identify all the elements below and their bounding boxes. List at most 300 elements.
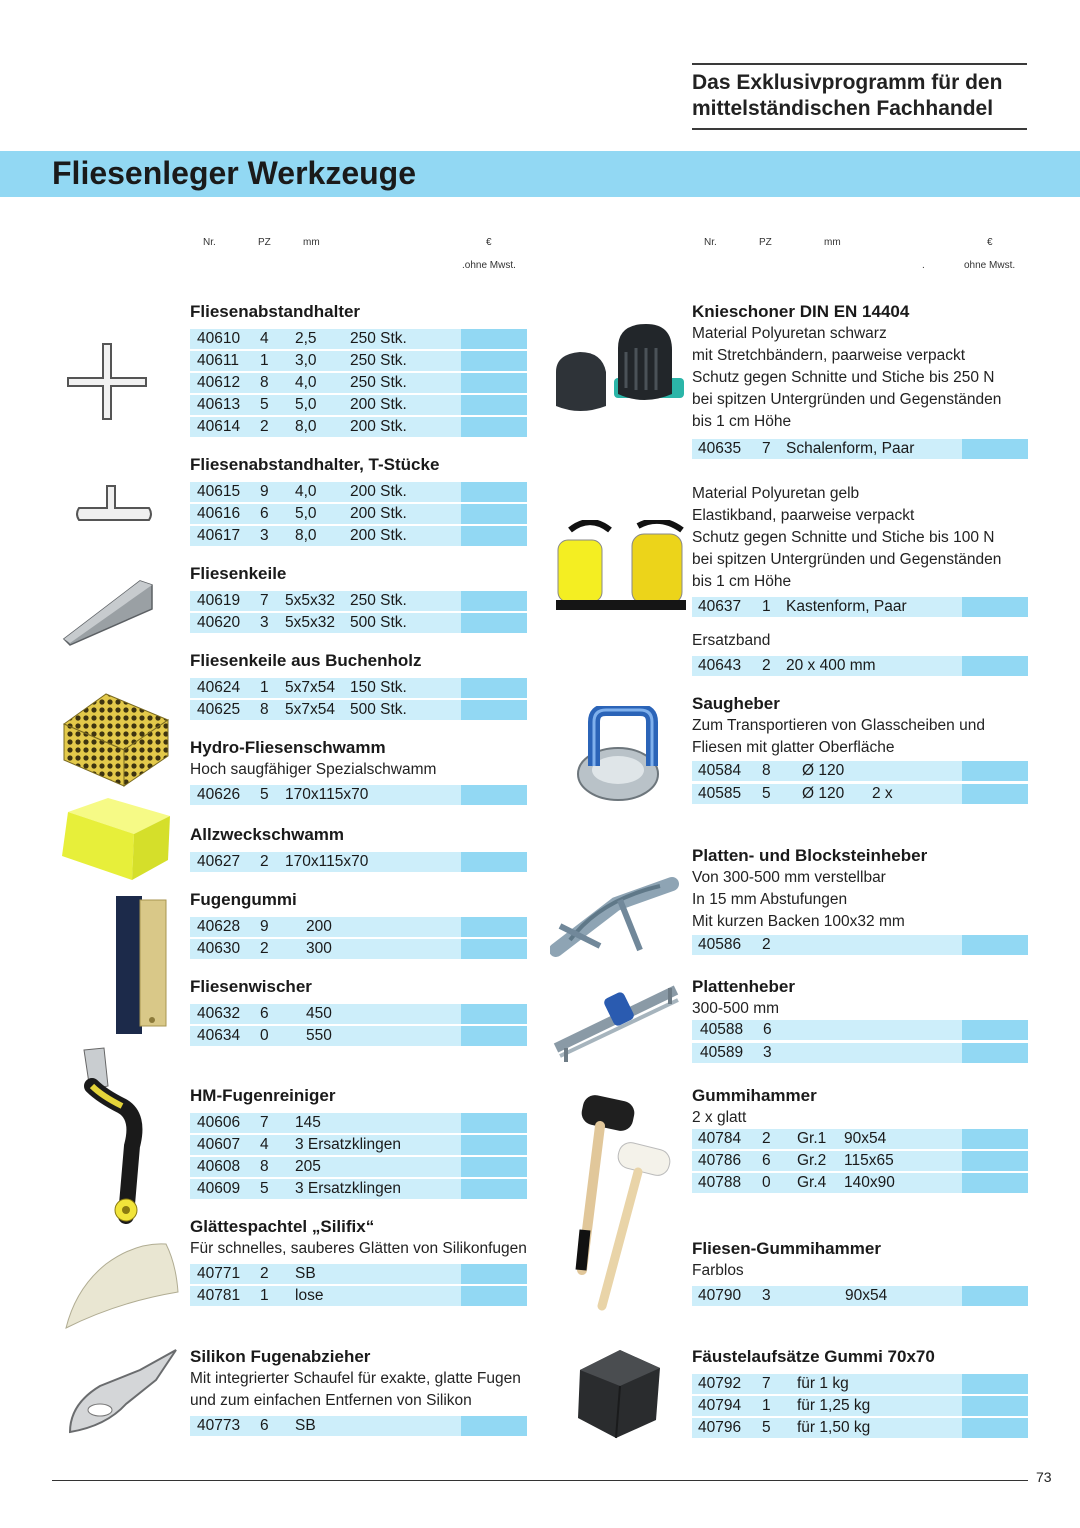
product-table — [190, 1004, 527, 1046]
product-table — [190, 329, 527, 437]
table-row — [190, 613, 527, 633]
quantity: 250 Stk. — [350, 352, 407, 369]
section-desc: 2 x glatt — [692, 1109, 747, 1126]
tagline — [692, 70, 1002, 122]
page-title: Fliesenleger Werkzeuge — [52, 155, 416, 191]
desc-line: Elastikband, paarweise verpackt — [692, 507, 915, 524]
product-table — [692, 439, 1028, 459]
price-cell — [461, 591, 527, 611]
table-row — [190, 939, 527, 959]
pz-digit: 8 — [762, 762, 771, 779]
pz-digit: 2 — [762, 1130, 771, 1147]
table-row — [190, 1135, 527, 1155]
t-spacer-icon — [74, 484, 154, 526]
section-desc — [692, 483, 1028, 593]
desc-line: Zum Transportieren von Glasscheiben und — [692, 717, 985, 734]
article-number: 40617 — [197, 527, 241, 544]
squeegee-icon — [114, 894, 170, 1036]
section-title: Fliesen-Gummihammer — [692, 1239, 881, 1258]
pz-digit: 1 — [260, 352, 269, 369]
article-number: 40773 — [197, 1417, 241, 1434]
price-cell — [461, 1157, 527, 1177]
article-number: 40627 — [197, 853, 241, 870]
rubber-cap-icon — [574, 1346, 664, 1440]
article-number: 40619 — [197, 592, 241, 609]
pz-digit: 1 — [762, 1397, 771, 1414]
table-row — [692, 1286, 1028, 1306]
price-cell — [461, 1264, 527, 1284]
section-title: Platten- und Blocksteinheber — [692, 846, 928, 865]
price-cell — [461, 1179, 527, 1199]
sponge-icon — [58, 690, 170, 788]
dimension: 8,0 — [295, 418, 317, 435]
section-title: Hydro-Fliesenschwamm — [190, 738, 386, 757]
price-cell — [461, 1026, 527, 1046]
dimension: 2,5 — [295, 330, 317, 347]
dimension: 170x115x70 — [285, 786, 369, 803]
article-number: 40634 — [197, 1027, 241, 1044]
article-number: 40589 — [700, 1044, 744, 1061]
pz-digit: 0 — [260, 1027, 269, 1044]
quantity: 2 x — [872, 785, 893, 802]
grout-cleaner-icon — [78, 1046, 150, 1224]
col-euro-right: € — [987, 237, 993, 248]
price-cell — [962, 656, 1028, 676]
article-number: 40588 — [700, 1021, 744, 1038]
price-cell — [461, 939, 527, 959]
table-row — [190, 1113, 527, 1133]
article-number: 40586 — [698, 936, 742, 953]
footer-rule — [52, 1480, 1028, 1481]
pz-digit: 3 — [260, 527, 269, 544]
desc-line: mit Stretchbändern, paarweise verpackt — [692, 347, 966, 364]
price-cell — [962, 597, 1028, 617]
dimension: 300 — [306, 940, 332, 957]
pz-digit: 6 — [260, 1005, 269, 1022]
article-number: 40637 — [698, 598, 742, 615]
dimension: 145 — [295, 1114, 321, 1131]
pz-digit: 5 — [260, 1180, 269, 1197]
price-cell — [461, 504, 527, 524]
section-fgh — [692, 1238, 1028, 1308]
cross-spacer-icon — [66, 342, 148, 420]
section-title: Plattenheber — [692, 977, 795, 996]
price-cell — [461, 329, 527, 349]
table-row — [190, 1157, 527, 1177]
pz-digit: 4 — [260, 330, 269, 347]
table-row — [190, 504, 527, 524]
section-desc: Hoch saugfähiger Spezialschwamm — [190, 761, 437, 778]
article-number: 40635 — [698, 440, 742, 457]
pz-digit: 2 — [260, 1265, 269, 1282]
dimension: 20 x 400 mm — [786, 657, 876, 674]
dimension: 205 — [295, 1158, 321, 1175]
pz-digit: 6 — [260, 1417, 269, 1434]
dimension: Gr.4 — [797, 1174, 827, 1191]
dimension: 5x7x54 — [285, 701, 335, 718]
section-desc: Ersatzband — [692, 632, 771, 649]
pz-digit: 4 — [260, 1136, 269, 1153]
section-title: Allzweckschwamm — [190, 825, 345, 844]
dimension: für 1,25 kg — [797, 1397, 871, 1414]
section-desc: 300-500 mm — [692, 1000, 780, 1017]
table-row — [190, 1264, 527, 1284]
product-table — [692, 1374, 1028, 1438]
article-number: 40781 — [197, 1287, 241, 1304]
slab-lifter-icon — [550, 870, 680, 962]
section-silifix — [190, 1216, 527, 1308]
price-cell — [962, 935, 1028, 955]
article-number: 40796 — [698, 1419, 742, 1436]
price-cell — [461, 1416, 527, 1436]
section-abstandhalter — [190, 301, 527, 439]
section-knie2 — [692, 483, 1028, 619]
dimension: 550 — [306, 1027, 332, 1044]
pz-digit: 7 — [762, 440, 771, 457]
pz-digit: 5 — [762, 785, 771, 802]
article-number: 40609 — [197, 1180, 241, 1197]
article-number: 40606 — [197, 1114, 241, 1131]
dimension: 8,0 — [295, 527, 317, 544]
dimension: Schalenform, Paar — [786, 440, 915, 457]
spatula-icon — [64, 1348, 180, 1438]
pz-digit: 8 — [260, 374, 269, 391]
table-row — [692, 1043, 1028, 1063]
product-table — [692, 1286, 1028, 1306]
desc-line: In 15 mm Abstufungen — [692, 891, 848, 908]
section-title: Fliesenwischer — [190, 977, 312, 996]
table-row — [692, 1151, 1028, 1171]
section-knie — [692, 301, 1028, 461]
article-number: 40608 — [197, 1158, 241, 1175]
desc-line: Material Polyuretan schwarz — [692, 325, 887, 342]
table-row — [692, 1374, 1028, 1394]
pz-digit: 9 — [260, 483, 269, 500]
price-cell — [962, 761, 1028, 781]
product-table — [190, 482, 527, 546]
price-cell — [962, 1020, 1028, 1040]
dimension: SB — [295, 1265, 316, 1282]
section-desc: Farblos — [692, 1262, 744, 1279]
product-table — [190, 852, 527, 872]
section-title: Fliesenabstandhalter — [190, 302, 361, 321]
price-cell — [461, 1286, 527, 1306]
product-table — [692, 1129, 1028, 1193]
section-faeustel — [692, 1346, 1028, 1440]
quantity: 115x65 — [844, 1152, 894, 1169]
section-hm — [190, 1085, 527, 1201]
desc-line: Von 300-500 mm verstellbar — [692, 869, 886, 886]
article-number: 40616 — [197, 505, 241, 522]
price-cell — [461, 351, 527, 371]
pz-digit: 6 — [763, 1021, 772, 1038]
price-cell — [962, 1151, 1028, 1171]
section-tstuecke — [190, 454, 527, 548]
table-row — [190, 591, 527, 611]
article-number: 40614 — [197, 418, 241, 435]
table-row — [190, 373, 527, 393]
mallet-icon — [572, 1090, 676, 1312]
pz-digit: 7 — [260, 592, 269, 609]
section-desc: Für schnelles, sauberes Glätten von Silikonfugen — [190, 1240, 527, 1257]
price-cell — [461, 417, 527, 437]
price-cell — [461, 613, 527, 633]
desc-line: Schutz gegen Schnitte und Stiche bis 250 N — [692, 369, 995, 386]
article-number: 40624 — [197, 679, 241, 696]
pz-digit: 7 — [762, 1375, 771, 1392]
price-cell — [962, 1286, 1028, 1306]
table-row — [692, 935, 1028, 955]
pz-digit: 5 — [260, 786, 269, 803]
pz-digit: 1 — [260, 679, 269, 696]
col-ohne: .ohne Mwst. — [462, 260, 516, 271]
article-number: 40585 — [698, 785, 742, 802]
table-row — [692, 1173, 1028, 1193]
dimension: 5x5x32 — [285, 592, 335, 609]
quantity: 90x54 — [844, 1130, 887, 1147]
section-title: Glättespachtel „Silifix“ — [190, 1217, 375, 1236]
price-cell — [461, 678, 527, 698]
price-cell — [461, 373, 527, 393]
table-row — [190, 700, 527, 720]
table-row — [692, 656, 1028, 676]
table-row — [692, 1396, 1028, 1416]
price-cell — [962, 1173, 1028, 1193]
desc-line: bis 1 cm Höhe — [692, 413, 792, 430]
pz-digit: 3 — [763, 1044, 772, 1061]
dimension: Ø 120 — [802, 785, 845, 802]
kneepad-icon — [554, 520, 688, 614]
quantity: 250 Stk. — [350, 592, 407, 609]
section-silikon — [190, 1346, 527, 1438]
product-table — [692, 1020, 1028, 1063]
section-title: Fliesenkeile aus Buchenholz — [190, 651, 422, 670]
price-cell — [461, 917, 527, 937]
pz-digit: 3 — [762, 1287, 771, 1304]
dimension: Ø 120 — [802, 762, 845, 779]
section-desc — [692, 715, 1028, 759]
col-pz-right: PZ — [759, 237, 772, 248]
price-cell — [461, 526, 527, 546]
section-gummihammer — [692, 1085, 1028, 1195]
table-row — [692, 439, 1028, 459]
quantity: 150 Stk. — [350, 679, 407, 696]
article-number: 40632 — [197, 1005, 241, 1022]
dimension: 170x115x70 — [285, 853, 369, 870]
product-table — [190, 1416, 527, 1436]
table-row — [190, 1179, 527, 1199]
table-row — [190, 852, 527, 872]
article-number: 40620 — [197, 614, 241, 631]
quantity: 200 Stk. — [350, 483, 407, 500]
price-cell — [962, 1129, 1028, 1149]
dimension: 4,0 — [295, 483, 317, 500]
table-row — [190, 1026, 527, 1046]
price-cell — [962, 1396, 1028, 1416]
desc-line: bei spitzen Untergründen und Gegenständen — [692, 391, 1002, 408]
desc-line: Fliesen mit glatter Oberfläche — [692, 739, 895, 756]
article-number: 40626 — [197, 786, 241, 803]
quantity: 140x90 — [844, 1174, 895, 1191]
suction-lifter-icon — [574, 706, 670, 804]
table-row — [692, 1129, 1028, 1149]
product-table — [190, 785, 527, 805]
article-number: 40630 — [197, 940, 241, 957]
dimension: Gr.1 — [797, 1130, 827, 1147]
table-row — [692, 1418, 1028, 1438]
table-row — [190, 395, 527, 415]
section-ersatz — [692, 630, 1028, 678]
sponge-icon — [58, 794, 172, 882]
dimension: 5x7x54 — [285, 679, 335, 696]
pz-digit: 9 — [260, 918, 269, 935]
pz-digit: 6 — [762, 1152, 771, 1169]
table-row — [692, 784, 1028, 804]
section-title: Fliesenkeile — [190, 564, 287, 583]
product-table — [692, 761, 1028, 804]
quantity: 200 Stk. — [350, 505, 407, 522]
quantity: 250 Stk. — [350, 374, 407, 391]
col-nr-right: Nr. — [704, 237, 717, 248]
dimension: für 1,50 kg — [797, 1419, 871, 1436]
dimension: für 1 kg — [797, 1375, 849, 1392]
section-hydro — [190, 737, 527, 807]
pz-digit: 2 — [260, 940, 269, 957]
article-number: 40628 — [197, 918, 241, 935]
article-number: 40790 — [698, 1287, 742, 1304]
pz-digit: 1 — [762, 598, 771, 615]
pz-digit: 7 — [260, 1114, 269, 1131]
desc-line: bei spitzen Untergründen und Gegenständen — [692, 551, 1002, 568]
pz-digit: 2 — [260, 418, 269, 435]
desc-line: Mit kurzen Backen 100x32 mm — [692, 913, 905, 930]
dimension: 4,0 — [295, 374, 317, 391]
slab-lifter-icon — [550, 978, 690, 1068]
product-table — [692, 597, 1028, 617]
spatula-icon — [62, 1240, 180, 1332]
pz-digit: 5 — [762, 1419, 771, 1436]
product-table — [692, 935, 1028, 955]
page-number: 73 — [1036, 1469, 1052, 1485]
article-number: 40643 — [698, 657, 742, 674]
section-title: Gummihammer — [692, 1086, 817, 1105]
pz-digit: 1 — [260, 1287, 269, 1304]
section-title: Fliesenabstandhalter, T-Stücke — [190, 455, 440, 474]
article-number: 40771 — [197, 1265, 241, 1282]
kneepad-icon — [554, 322, 686, 418]
section-saug — [692, 693, 1028, 807]
table-row — [190, 351, 527, 371]
dimension: Gr.2 — [797, 1152, 827, 1169]
quantity: 200 Stk. — [350, 396, 407, 413]
section-desc-1: Mit integrierter Schaufel für exakte, glatte Fugen — [190, 1370, 521, 1387]
col-mm-right: mm — [824, 237, 841, 248]
price-cell — [461, 1004, 527, 1024]
price-cell — [461, 482, 527, 502]
quantity: 500 Stk. — [350, 701, 407, 718]
price-cell — [962, 439, 1028, 459]
table-row — [190, 1286, 527, 1306]
section-keile — [190, 563, 527, 635]
article-number: 40625 — [197, 701, 241, 718]
article-number: 40612 — [197, 374, 241, 391]
dimension: 5x5x32 — [285, 614, 335, 631]
section-plattenheber — [692, 976, 1028, 1066]
quantity: 500 Stk. — [350, 614, 407, 631]
section-title: Saugheber — [692, 694, 780, 713]
pz-digit: 2 — [762, 657, 771, 674]
section-buchenholz — [190, 650, 527, 722]
table-row — [190, 1416, 527, 1436]
price-cell — [962, 1418, 1028, 1438]
table-row — [692, 761, 1028, 781]
col-pz: PZ — [258, 237, 271, 248]
article-number: 40584 — [698, 762, 742, 779]
quantity: 250 Stk. — [350, 330, 407, 347]
quantity: 200 Stk. — [350, 527, 407, 544]
header-rule-bottom — [692, 128, 1027, 130]
product-table — [190, 678, 527, 720]
section-desc — [692, 867, 1028, 933]
price-cell — [461, 1113, 527, 1133]
price-cell — [962, 1043, 1028, 1063]
desc-line: bis 1 cm Höhe — [692, 573, 792, 590]
price-cell — [962, 1374, 1028, 1394]
section-title: Fugengummi — [190, 890, 297, 909]
product-table — [190, 1264, 527, 1306]
col-dot-right: . — [922, 260, 925, 271]
article-number: 40788 — [698, 1174, 742, 1191]
section-wischer — [190, 976, 527, 1048]
dimension: 3,0 — [295, 352, 317, 369]
product-table — [190, 591, 527, 633]
pz-digit: 0 — [762, 1174, 771, 1191]
dimension: Kastenform, Paar — [786, 598, 907, 615]
table-row — [190, 917, 527, 937]
dimension: 450 — [306, 1005, 332, 1022]
pz-digit: 3 — [260, 614, 269, 631]
price-cell — [461, 785, 527, 805]
article-number: 40784 — [698, 1130, 742, 1147]
section-title: Fäustelaufsätze Gummi 70x70 — [692, 1347, 935, 1366]
wedge-icon — [60, 575, 154, 647]
section-desc-2: und zum einfachen Entfernen von Silikon — [190, 1392, 472, 1409]
article-number: 40786 — [698, 1152, 742, 1169]
section-fugengummi — [190, 889, 527, 961]
pz-digit: 2 — [260, 853, 269, 870]
table-row — [190, 417, 527, 437]
table-row — [190, 526, 527, 546]
article-number: 40613 — [197, 396, 241, 413]
product-table — [692, 656, 1028, 676]
tagline-line1: Das Exklusivprogramm für den — [692, 71, 1003, 94]
price-cell — [461, 700, 527, 720]
section-platten — [692, 845, 1028, 957]
table-row — [190, 785, 527, 805]
pz-digit: 6 — [260, 505, 269, 522]
dimension: 5,0 — [295, 396, 317, 413]
article-number: 40615 — [197, 483, 241, 500]
section-title: HM-Fugenreiniger — [190, 1086, 336, 1105]
pz-digit: 8 — [260, 701, 269, 718]
article-number: 40610 — [197, 330, 241, 347]
article-number: 40792 — [698, 1375, 742, 1392]
dimension: 5,0 — [295, 505, 317, 522]
product-table — [190, 917, 527, 959]
col-euro: € — [486, 237, 492, 248]
section-title: Knieschoner DIN EN 14404 — [692, 302, 910, 321]
desc-line: Schutz gegen Schnitte und Stiche bis 100 N — [692, 529, 995, 546]
